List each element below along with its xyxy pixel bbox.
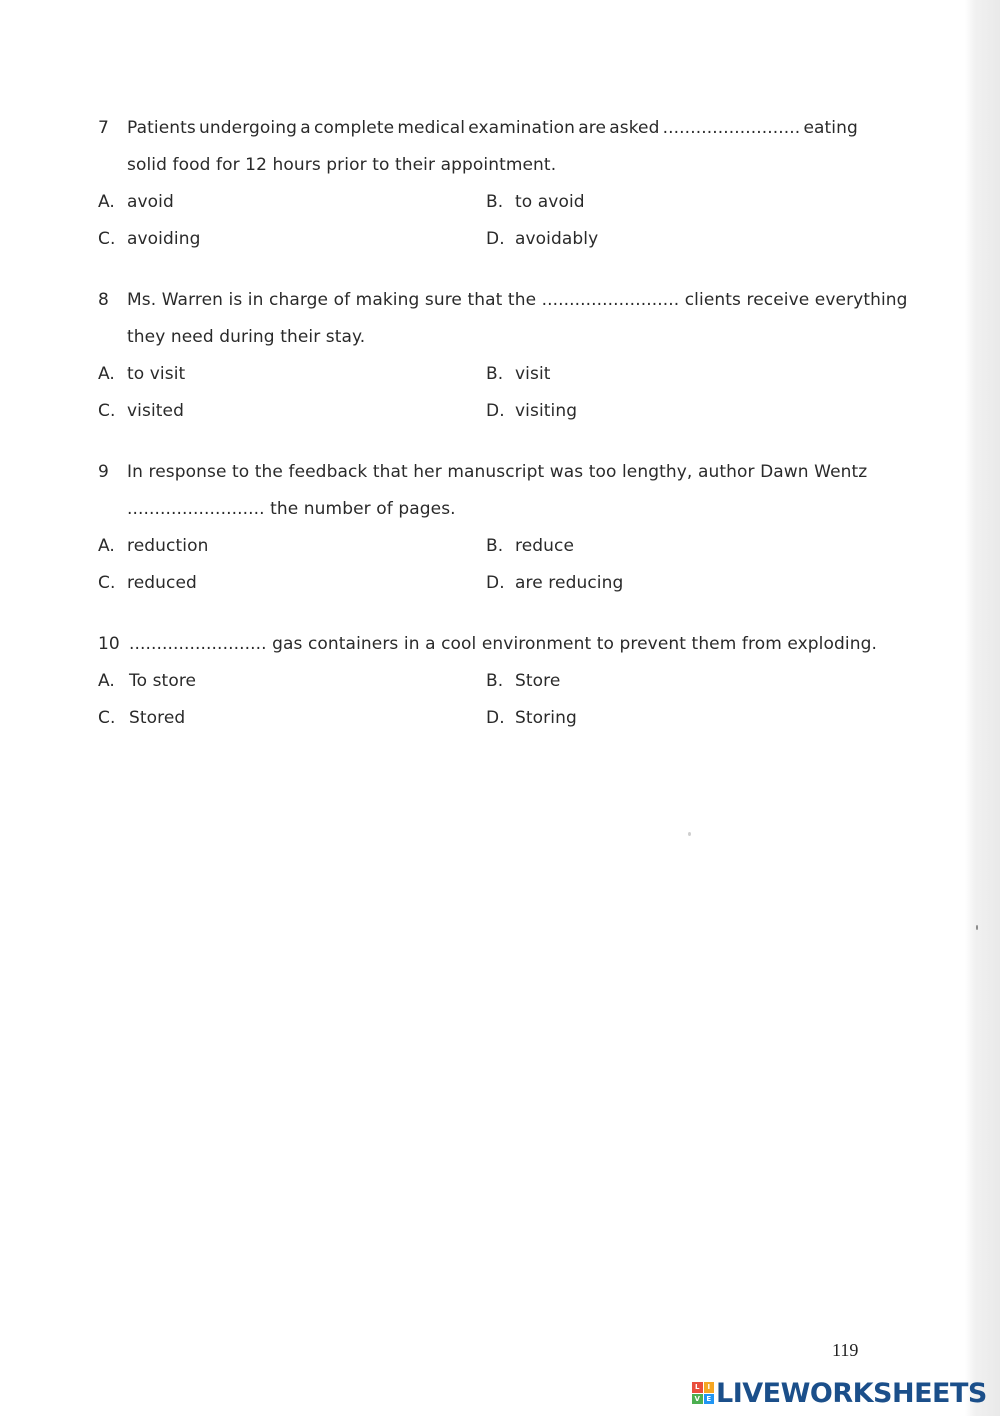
answer-options: [98, 535, 858, 609]
question-number: 10: [98, 634, 120, 654]
question-number: 7: [98, 118, 109, 138]
option-b[interactable]: B. Store: [486, 671, 561, 691]
option-c[interactable]: C. visited: [98, 401, 184, 421]
option-b[interactable]: B. reduce: [486, 536, 575, 556]
question-8: [98, 289, 908, 437]
question-text-line1: In response to the feedback that her manuscript was too lengthy, author Dawn Wentz: [127, 462, 868, 482]
question-text-line2: ......................... the number of pages.: [127, 499, 456, 519]
option-d[interactable]: D. visiting: [486, 401, 578, 421]
liveworksheets-logo: [692, 1376, 987, 1410]
question-text-line1: Patients undergoing a complete medical examination are asked ......................... eating: [127, 118, 858, 138]
question-text-line1: Ms. Warren is in charge of making sure that the ......................... clients receive everything: [127, 290, 908, 310]
option-b[interactable]: B. to avoid: [486, 192, 585, 212]
option-b[interactable]: B. visit: [486, 364, 551, 384]
scan-speck: [976, 925, 978, 930]
page-number: 119: [832, 1340, 859, 1360]
scan-speck: [688, 832, 691, 836]
option-d[interactable]: D. are reducing: [486, 573, 624, 593]
option-c[interactable]: C. Stored: [98, 708, 186, 728]
answer-blank[interactable]: .........................: [662, 118, 801, 138]
option-c[interactable]: C. reduced: [98, 573, 197, 593]
option-a[interactable]: A. avoid: [98, 192, 174, 212]
question-10: [98, 633, 877, 744]
answer-options: [98, 363, 858, 437]
option-a[interactable]: A. to visit: [98, 364, 186, 384]
answer-options: [98, 191, 858, 265]
question-number: 8: [98, 290, 109, 310]
question-number: 9: [98, 462, 109, 482]
option-d[interactable]: D. Storing: [486, 708, 577, 728]
option-d[interactable]: D. avoidably: [486, 229, 599, 249]
liveworksheets-logo-icon: L I V E: [692, 1382, 714, 1404]
question-9: [98, 461, 868, 609]
liveworksheets-wordmark: LIVEWORKSHEETS: [716, 1377, 987, 1409]
question-7: [98, 117, 858, 265]
answer-options: [98, 670, 858, 744]
question-text-line2: solid food for 12 hours prior to their appointment.: [127, 155, 557, 175]
question-text-line1: ......................... gas containers in a cool environment to prevent them from exploding.: [129, 634, 877, 654]
option-a[interactable]: A. To store: [98, 671, 197, 691]
option-c[interactable]: C. avoiding: [98, 229, 201, 249]
option-a[interactable]: A. reduction: [98, 536, 209, 556]
question-text-line2: they need during their stay.: [127, 327, 366, 347]
